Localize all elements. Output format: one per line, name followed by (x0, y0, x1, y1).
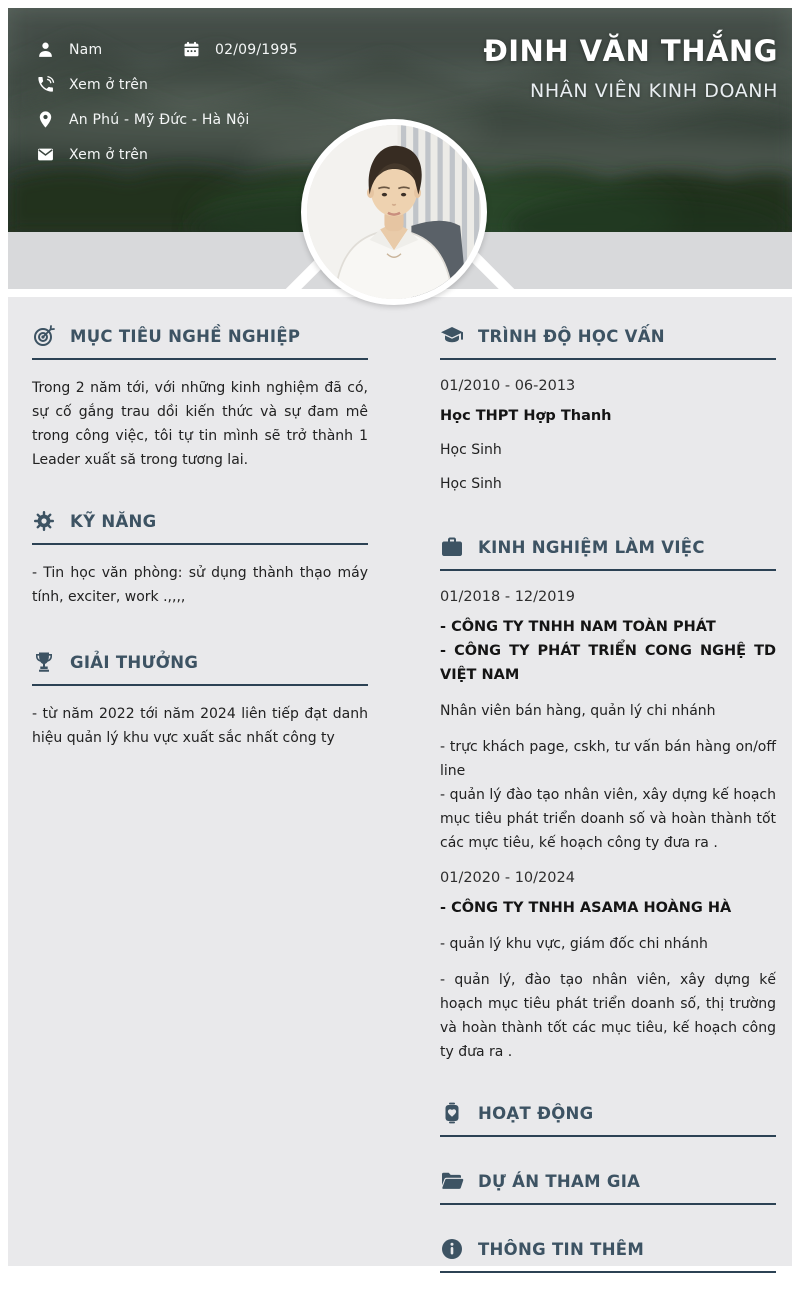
experience-heading (440, 534, 776, 560)
birthdate-value: 02/09/1995 (215, 41, 298, 58)
phone-value: Xem ở trên (69, 76, 149, 93)
objective-body: Trong 2 năm tới, với những kinh nghiệm đã có, sự cố gắng trau dồi kiến thức và sự đam mê trong công việc, tôi tự tin mình sẽ trở thành 1 Leader xuất să trong tương lai. (32, 380, 368, 468)
heart-watch-icon (440, 1101, 464, 1125)
section-skills (32, 508, 368, 609)
name-block (483, 34, 778, 102)
projects-heading (440, 1168, 776, 1194)
address-value: An Phú - Mỹ Đức - Hà Nội (69, 111, 250, 128)
job1-companies (440, 615, 776, 687)
education-detail: Học Sinh (440, 476, 502, 492)
info-icon (440, 1237, 464, 1261)
location-icon (36, 110, 55, 129)
objective-title: MỤC TIÊU NGHỀ NGHIỆP (70, 326, 301, 346)
section-awards (32, 649, 368, 750)
activities-underline (440, 1135, 776, 1137)
job2-task: - quản lý khu vực, giám đốc chi nhánh (440, 936, 708, 952)
profile-photo (301, 119, 487, 305)
education-detail: Học Sinh (440, 442, 502, 458)
skills-underline (32, 543, 368, 545)
candidate-name: ĐINH VĂN THẮNG (483, 34, 778, 68)
section-more-info (440, 1236, 776, 1273)
folder-open-icon (440, 1169, 464, 1193)
job1-company: - CÔNG TY PHÁT TRIỂN CONG NGHỆ TD VIỆT NAM (440, 643, 776, 683)
info-row-gender (36, 32, 396, 67)
job1-period: 01/2018 - 12/2019 (440, 589, 575, 605)
trophy-icon (32, 650, 56, 674)
person-icon (36, 40, 55, 59)
section-experience (440, 534, 776, 1064)
briefcase-icon (440, 535, 464, 559)
activities-heading (440, 1100, 776, 1126)
activities-title: HOẠT ĐỘNG (478, 1103, 594, 1123)
experience-title: KINH NGHIỆM LÀM VIỆC (478, 537, 705, 557)
projects-title: DỰ ÁN THAM GIA (478, 1171, 641, 1191)
experience-underline (440, 569, 776, 571)
awards-heading (32, 649, 368, 675)
section-objective (32, 323, 368, 472)
job1-company: - CÔNG TY TNHH NAM TOÀN PHÁT (440, 619, 716, 635)
objective-underline (32, 358, 368, 360)
education-heading (440, 323, 776, 349)
job1-task: - trực khách page, cskh, tư vấn bán hàng on/off line (440, 739, 776, 779)
info-birthdate (182, 32, 298, 67)
right-column (440, 323, 776, 1304)
more-info-heading (440, 1236, 776, 1262)
graduation-cap-icon (440, 324, 464, 348)
gender-value: Nam (69, 41, 103, 58)
calendar-icon (182, 40, 201, 59)
content-area (8, 297, 792, 1266)
info-row-address (36, 102, 396, 137)
education-title: TRÌNH ĐỘ HỌC VẤN (478, 326, 665, 346)
job1-task: - quản lý đào tạo nhân viên, xây dựng kế hoạch mục tiêu phát triển doanh số và hoàn thành tốt các mực tiêu, kế hoạch công ty đưa ra . (440, 787, 776, 851)
info-row-phone (36, 67, 396, 102)
awards-title: GIẢI THƯỞNG (70, 652, 199, 672)
education-school: Học THPT Hợp Thanh (440, 408, 612, 424)
skills-title: KỸ NĂNG (70, 511, 157, 531)
more-info-underline (440, 1271, 776, 1273)
gear-icon (32, 509, 56, 533)
target-icon (32, 324, 56, 348)
job2-task: - quản lý, đào tạo nhân viên, xây dựng kế hoạch mục tiêu phát triển doanh số, thị trường và hoàn thành tốt các mục tiêu, kế hoạch công ty đưa ra . (440, 972, 776, 1060)
section-projects (440, 1168, 776, 1205)
education-period: 01/2010 - 06-2013 (440, 378, 576, 394)
job2-company: - CÔNG TY TNHH ASAMA HOÀNG HÀ (440, 900, 732, 916)
skills-heading (32, 508, 368, 534)
objective-heading (32, 323, 368, 349)
education-underline (440, 358, 776, 360)
awards-underline (32, 684, 368, 686)
awards-body: - từ năm 2022 tới năm 2024 liên tiếp đạt danh hiệu quản lý khu vực xuất sắc nhất công ty (32, 706, 368, 746)
left-column (32, 323, 368, 1304)
more-info-title: THÔNG TIN THÊM (478, 1239, 645, 1259)
job1-role: Nhân viên bán hàng, quản lý chi nhánh (440, 703, 716, 719)
phone-icon (36, 75, 55, 94)
section-education (440, 323, 776, 496)
job2-period: 01/2020 - 10/2024 (440, 870, 575, 886)
job1-tasks (440, 735, 776, 855)
email-value: Xem ở trên (69, 146, 149, 163)
skills-body: - Tin học văn phòng: sử dụng thành thạo máy tính, exciter, work .,,,, (32, 565, 368, 605)
projects-underline (440, 1203, 776, 1205)
experience-job-2 (440, 870, 776, 1064)
email-icon (36, 145, 55, 164)
experience-job-1 (440, 589, 776, 855)
job-title: NHÂN VIÊN KINH DOANH (530, 80, 778, 102)
section-activities (440, 1100, 776, 1137)
